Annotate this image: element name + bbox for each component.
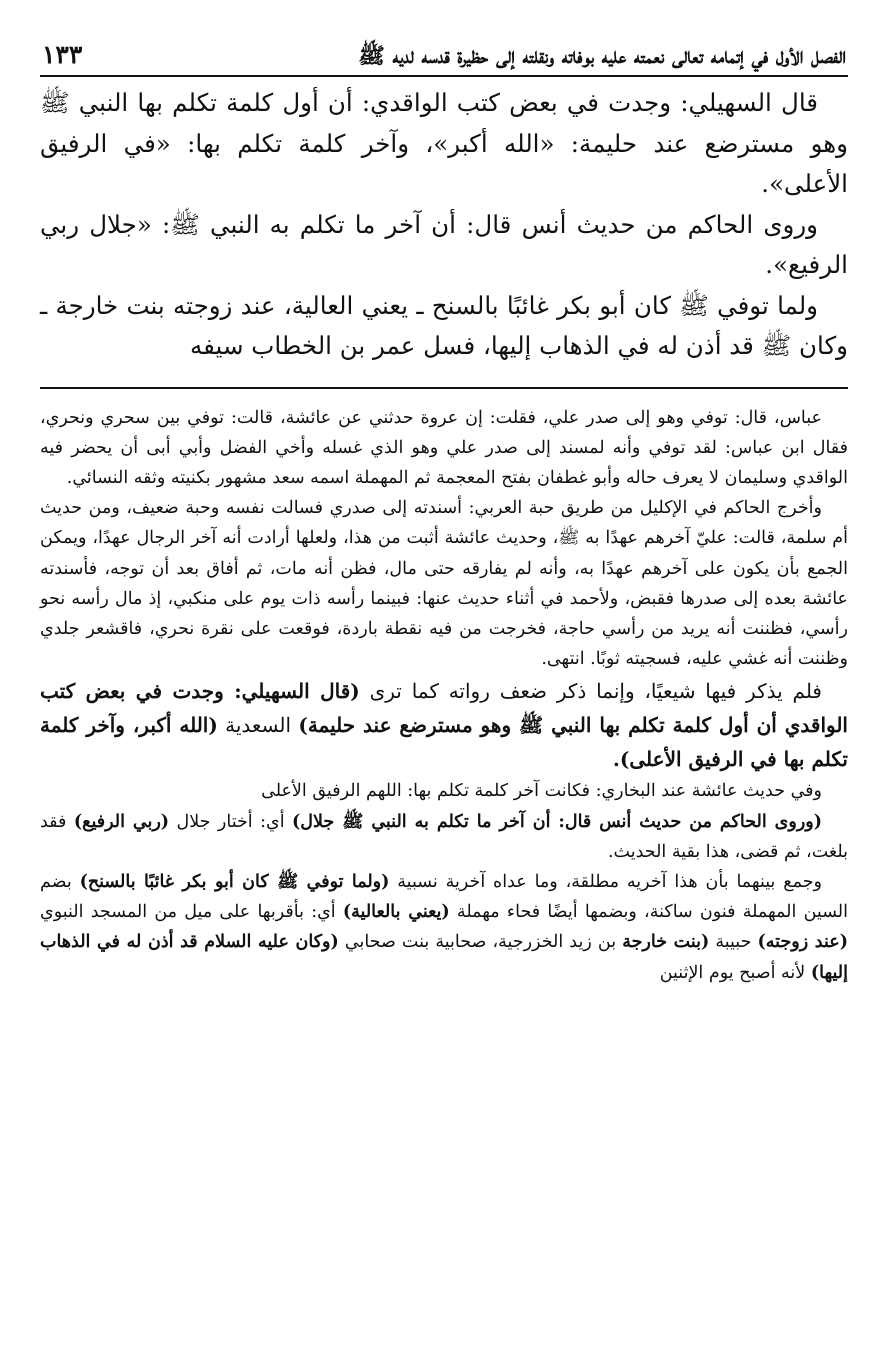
main-paragraph: قال السهيلي: وجدت في بعض كتب الواقدي: أن أول كلمة تكلم بها النبي ﷺ وهو مسترضع عند حليمة: «الله أكبر»، وآخر كلمة تكلم بها: «في الرفيق الأعلى».: [40, 88, 848, 198]
commentary-paragraph: [40, 867, 848, 988]
commentary-paragraph: [40, 674, 848, 776]
quoted-matn: (ولما توفي ﷺ كان أبو بكر غائبًا بالسنح): [79, 871, 390, 892]
commentary-paragraph: وفي حديث عائشة عند البخاري: فكانت آخر كلمة تكلم بها: اللهم الرفيق الأعلى: [261, 781, 822, 802]
commentary-text: أي: أختار جلال: [169, 811, 292, 832]
commentary-paragraph: وأخرج الحاكم في الإكليل من طريق حبة العربي: أسندته إلى صدري فسالت نفسه وحبة ضعيف، ومن حديث أم سلمة، قالت: عليّ آخرهم عهدًا به ﷺ، وحديث عائشة أثبت من هذا، ولعلها أرادت أنه آخر الرجال عهدًا، ويمكن الجمع بأن يكون على آخرهم عهدًا به، وأنه لم يفارقه حتى مال، فظن أنه مات، ثم أفاق بعد أن توجه، فأسندته عائشة بعده إلى صدرها فقبض، ولأحمد في أثناء حديث عنها: فبينما رأسه ذات يوم على منكبي، إذ مال رأسه نحو رأسي، فظننت أنه يريد من رأسي حاجة، فخرجت من فيه نقطة باردة، فوقعت على نقرة نحري، فاقشعر جلدي وظننت أنه غشي عليه، فسجيته ثوبًا. انتهى.: [40, 498, 848, 670]
main-paragraph: وروى الحاكم من حديث أنس قال: أن آخر ما تكلم به النبي ﷺ: «جلال ربي الرفيع».: [40, 209, 848, 279]
commentary-text: أي: بأقربها على ميل من المسجد النبوي: [40, 902, 343, 923]
commentary: [40, 403, 848, 988]
commentary-text: حبيبة: [709, 932, 758, 953]
quoted-matn: (وكان عليه السلام قد أذن له في الذهاب إليها): [40, 932, 848, 983]
quoted-matn: (الله أكبر، وآخر كلمة تكلم بها في الرفيق الأعلى).: [40, 713, 848, 772]
commentary-text: وجمع بينهما بأن هذا آخريه مطلقة، وما عداه آخرية نسبية: [389, 871, 822, 892]
chapter-title: الفصل الأول في إتمامه تعالى نعمته عليه بوفاته ونقلته إلى حظيرة قدسه لديه ﷺ: [358, 43, 846, 69]
quoted-matn: (وروى الحاكم من حديث أنس قال: أن آخر ما تكلم به النبي ﷺ جلال): [292, 811, 823, 832]
page-header: [40, 38, 848, 77]
commentary-paragraph: عباس، قال: توفي وهو إلى صدر علي، فقلت: إن عروة حدثني عن عائشة، قالت: توفي بين سحري ونحري، فقال ابن عباس: لقد توفي وأنه لمسند إلى صدر علي وهو الذي غسله وأخي الفضل وأبي أبى أن يحضر فيه الواقدي وسليمان لا يعرف حاله وأبو غطفان بفتح المعجمة ثم المهملة اسمه سعد مشهور بكنيته وثقه النسائي.: [40, 407, 848, 488]
main-text: [40, 83, 848, 367]
quoted-matn: (ربي الرفيع): [73, 811, 170, 832]
page-number: ١٣٣: [42, 40, 83, 69]
commentary-text: لأنه أصبح يوم الإثنين: [659, 962, 811, 983]
commentary-text: بضم السين المهملة فنون ساكنة، وبضمها أيضًا فحاء مهملة: [40, 871, 849, 923]
commentary-text: السعدية: [217, 713, 299, 738]
commentary-text: بن زيد الخزرجية، صحابية بنت صحابي: [338, 932, 623, 953]
commentary-paragraph: [40, 807, 848, 867]
main-paragraph: ولما توفي ﷺ كان أبو بكر غائبًا بالسنح ـ يعني العالية، عند زوجته بنت خارجة ـ وكان ﷺ قد أذن له في الذهاب إليها، فسل عمر بن الخطاب سيفه: [40, 290, 848, 360]
footnote-divider: [40, 387, 848, 389]
quoted-matn: (يعني بالعالية): [342, 902, 450, 923]
book-page: [40, 38, 848, 988]
quoted-matn: (قال السهيلي: وجدت في بعض كتب الواقدي أن أول كلمة تكلم بها النبي ﷺ وهو مسترضع عند حليمة): [40, 679, 848, 738]
quoted-matn: (بنت خارجة: [622, 932, 710, 953]
commentary-text: فلم يذكر فيها شيعيًا، وإنما ذكر ضعف رواته كما ترى: [359, 679, 822, 704]
quoted-matn: (عند زوجته): [757, 932, 848, 953]
commentary-text: فقد بلغت، ثم قضى، هذا بقية الحديث.: [40, 811, 848, 862]
